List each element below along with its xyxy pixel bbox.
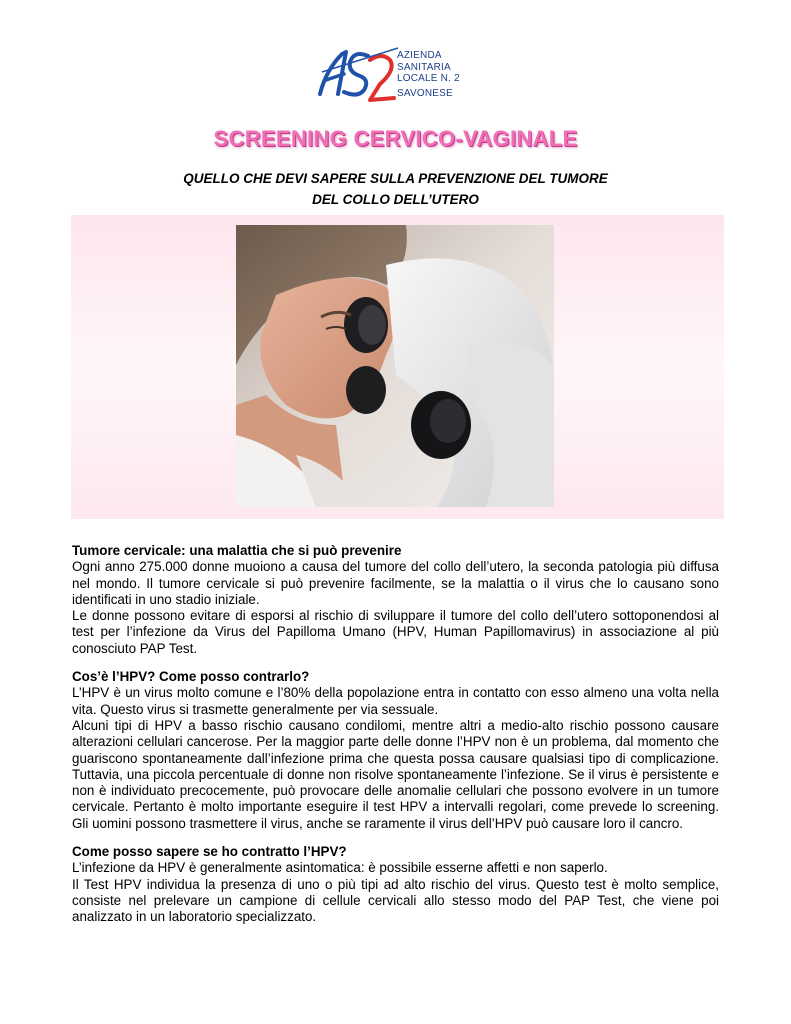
logo-line-2: SANITARIA — [397, 61, 451, 73]
subtitle-line-1: QUELLO CHE DEVI SAPERE SULLA PREVENZIONE DEL TUMORE — [183, 171, 608, 186]
section-heading: Come posso sapere se ho contratto l’HPV? — [72, 844, 347, 860]
logo-line-1: AZIENDA — [397, 50, 442, 61]
paragraph: L’infezione da HPV è generalmente asintomatica: è possibile esserne affetti e non saperlo. — [72, 860, 608, 876]
logo-line-3: LOCALE N. 2 — [397, 73, 460, 84]
section-what-is-hpv — [72, 669, 719, 832]
section-heading: Tumore cervicale: una malattia che si può prevenire — [72, 543, 402, 558]
section-how-to-know — [72, 844, 719, 925]
asl2-logo-mark — [318, 44, 400, 108]
microscope-illustration — [236, 225, 554, 507]
logo-text — [397, 50, 460, 99]
section-heading: Cos’è l’HPV? Come posso contrarlo? — [72, 669, 310, 685]
asl2-logo — [318, 44, 478, 108]
paragraph: Ogni anno 275.000 donne muoiono a causa del tumore del collo dell’utero, la seconda patologia più diffusa nel mondo. Il tumore cervicale si può prevenire facilmente, se la malattia o il virus che lo causano sono identificati in uno stadio iniziale. — [72, 559, 719, 607]
section-prevention — [72, 543, 719, 657]
paragraph: Il Test HPV individua la presenza di uno o più tipi ad alto rischio del virus. Questo test è molto semplice, consiste nel prelevare un campione di cellule cervicali allo stesso modo del PAP Test, che viene poi analizzato in un laboratorio specializzato. — [72, 876, 719, 925]
article-body — [72, 543, 719, 938]
page-title: SCREENING CERVICO-VAGINALE — [213, 126, 578, 151]
paragraph: Alcuni tipi di HPV a basso rischio causano condilomi, mentre altri a medio-alto rischio possono causare alterazioni cellulari cancerose. Per la maggior parte delle donne l’HPV non è un problema, dal momento che guariscono spontaneamente dall’infezione prima che questa possa causare qualsiasi tipo di complicazione. Tuttavia, una piccola percentuale di donne non risolve spontaneamente l’infezione. Se il virus è persistente e non è individuato precocemente, può provocare delle anomalie cellulari che possono evolvere in un tumore cervicale. Pertanto è molto importante eseguire il test HPV a intervalli regolari, come prevede lo screening. Gli uomini possono trasmettere il virus, anche se raramente il virus dell’HPV può causare loro il cancro. — [72, 717, 719, 831]
logo-city: SAVONESE — [397, 87, 453, 99]
microscope-photo — [236, 225, 554, 507]
paragraph: L’HPV è un virus molto comune e l’80% della popolazione entra in contatto con esso almeno una volta nella vita. Questo virus si trasmette generalmente per via sessuale. — [72, 685, 719, 717]
page-subtitle — [0, 168, 791, 210]
paragraph: Le donne possono evitare di esporsi al rischio di sviluppare il tumore del collo dell’utero sottoponendosi al test per l’infezione da Virus del Papilloma Umano (HPV, Human Papillomavirus) in associazione al più conosciuto PAP Test. — [72, 608, 719, 656]
subtitle-line-2: DEL COLLO DELL’UTERO — [312, 192, 479, 207]
